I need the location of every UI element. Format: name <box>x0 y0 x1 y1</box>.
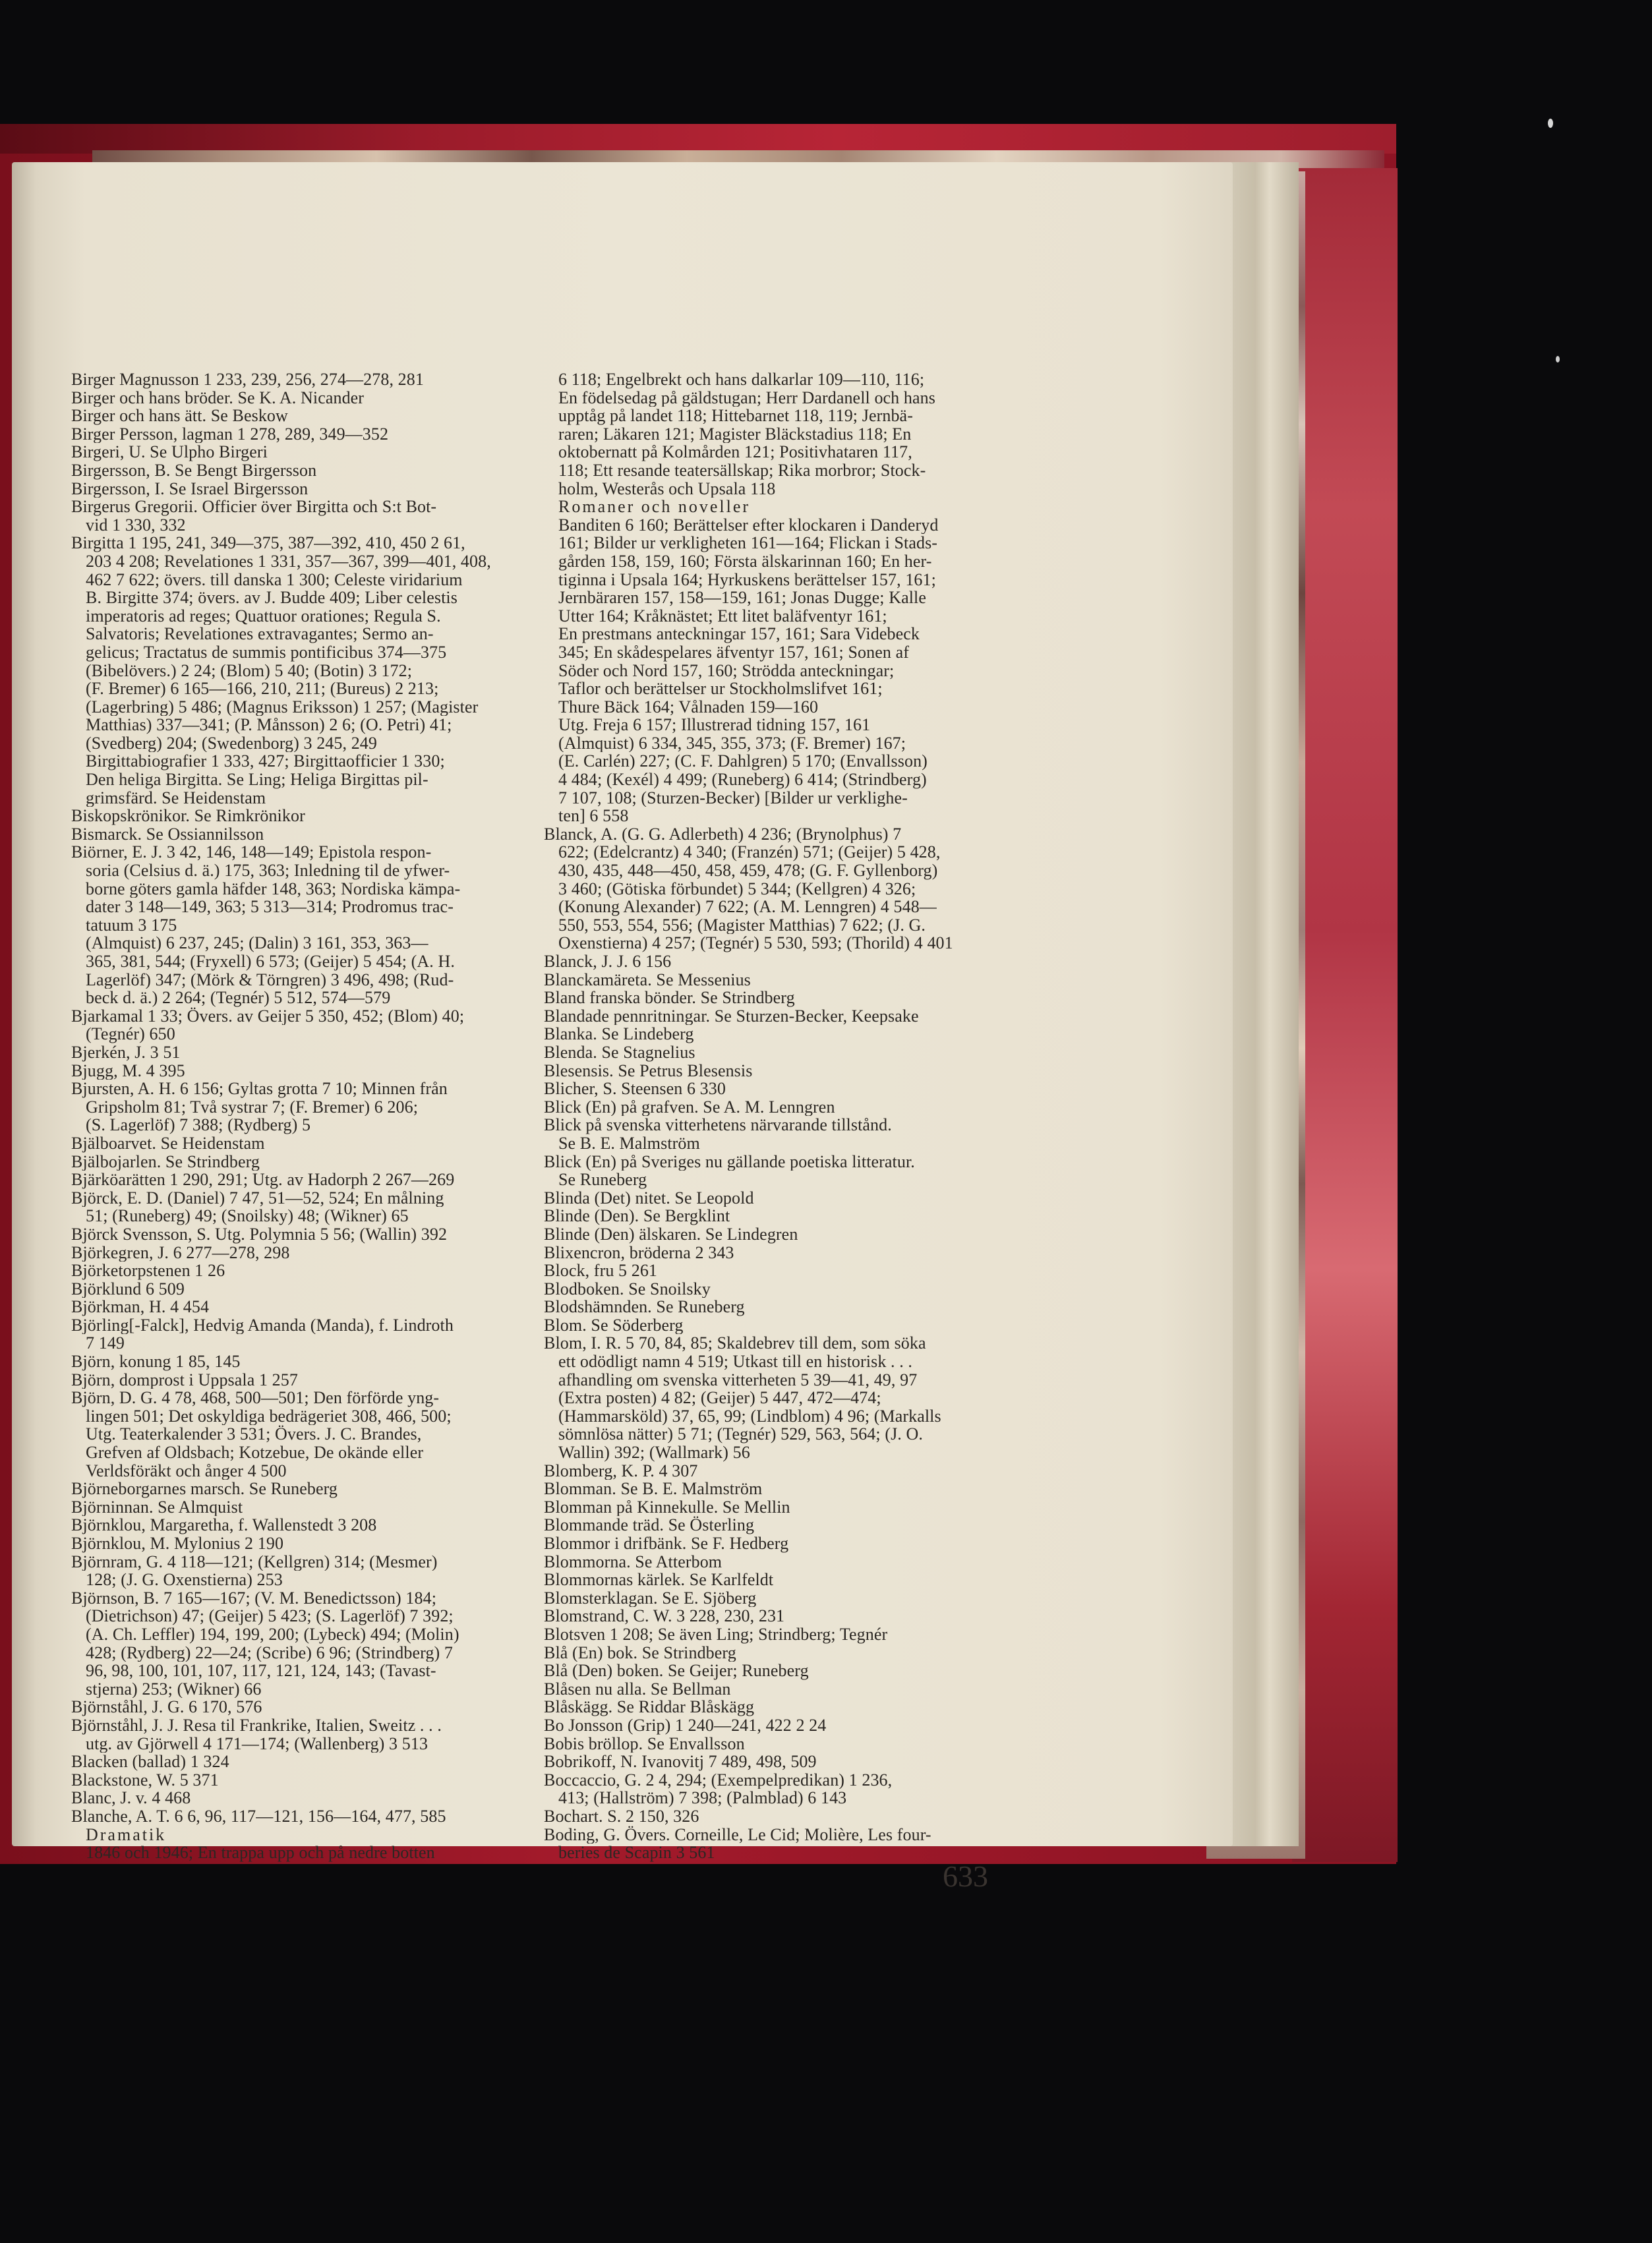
page-stack <box>1226 162 1299 1846</box>
index-entry-line: Birgitta 1 195, 241, 349—375, 387—392, 410, 450 2 61, <box>71 534 465 552</box>
index-entry-line: Blanka. Se Lindeberg <box>544 1025 694 1043</box>
index-entry-line: Romaner och noveller <box>558 498 751 516</box>
index-entry-line: Matthias) 337—341; (P. Månsson) 2 6; (O. Petri) 41; <box>86 716 452 734</box>
index-entry-line: B. Birgitte 374; övers. av J. Budde 409; Liber celestis <box>86 589 457 607</box>
index-entry-line: Thure Bäck 164; Vålnaden 159—160 <box>558 697 819 716</box>
index-entry-line: Bjälbojarlen. Se Strindberg <box>71 1152 260 1171</box>
index-entry-line: 430, 435, 448—450, 458, 459, 478; (G. F. Gyllenborg) <box>558 861 938 880</box>
page-number: 633 <box>943 1859 988 1893</box>
index-entry-line: Björnklou, Margaretha, f. Wallenstedt 3 208 <box>71 1516 377 1534</box>
index-entry-line: Bjärköarätten 1 290, 291; Utg. av Hadorph 2 267—269 <box>71 1171 455 1189</box>
index-entry-line: Björn, D. G. 4 78, 468, 500—501; Den förförde yng- <box>71 1389 440 1407</box>
index-entry-line: Salvatoris; Revelationes extravagantes; Sermo an- <box>86 625 434 643</box>
index-entry-line: holm, Westerås och Upsala 118 <box>558 479 776 498</box>
index-entry-line: vid 1 330, 332 <box>86 515 186 535</box>
index-entry-line: Utg. Freja 6 157; Illustrerad tidning 157, 161 <box>558 716 871 734</box>
index-entry-line: Birgeri, U. Se Ulpho Birgeri <box>71 443 268 461</box>
index-entry-line: 622; (Edelcrantz) 4 340; (Franzén) 571; (Geijer) 5 428, <box>558 843 941 862</box>
index-entry-line: Blommande träd. Se Österling <box>544 1516 755 1534</box>
index-entry-line: Blicher, S. Steensen 6 330 <box>544 1080 726 1098</box>
index-entry-line: Blomstrand, C. W. 3 228, 230, 231 <box>544 1607 785 1625</box>
index-entry-line: Blinda (Det) nitet. Se Leopold <box>544 1188 754 1208</box>
index-entry-line: Bjugg, M. 4 395 <box>71 1061 185 1080</box>
index-entry-line: Björck Svensson, S. Utg. Polymnia 5 56; (Wallin) 392 <box>71 1225 448 1244</box>
index-entry-line: beries de Scapin 3 561 <box>558 1844 715 1862</box>
index-entry-line: Birgersson, I. Se Israel Birgersson <box>71 479 309 498</box>
index-entry-line: sömnlösa nätter) 5 71; (Tegnér) 529, 563, 564; (J. O. <box>558 1425 923 1444</box>
dust-speck <box>1556 356 1560 363</box>
index-entry-line: Björnram, G. 4 118—121; (Kellgren) 314; (Mesmer) <box>71 1552 438 1571</box>
index-entry-line: Björn, domprost i Uppsala 1 257 <box>71 1370 298 1389</box>
index-entry-line: Björnståhl, J. G. 6 170, 576 <box>71 1698 262 1716</box>
index-entry-line: Wallin) 392; (Wallmark) 56 <box>558 1443 750 1462</box>
index-entry-line: Grefven af Oldsbach; Kotzebue, De okände eller <box>86 1443 424 1462</box>
index-entry-line: tiginna i Upsala 164; Hyrkuskens berättelser 157, 161; <box>558 570 936 589</box>
index-entry-line: Birgerus Gregorii. Officier över Birgitta och S:t Bot- <box>71 498 437 516</box>
index-entry-line: Se B. E. Malmström <box>558 1134 700 1153</box>
index-entry-line: (A. Ch. Leffler) 194, 199, 200; (Lybeck) 494; (Molin) <box>86 1625 459 1644</box>
index-entry-line: (Dietrichson) 47; (Geijer) 5 423; (S. Lagerlöf) 7 392; <box>86 1607 454 1625</box>
index-entry-line: 203 4 208; Revelationes 1 331, 357—367, 399—401, 408, <box>86 552 491 571</box>
index-entry-line: Bland franska bönder. Se Strindberg <box>544 989 795 1007</box>
index-entry-line: Taflor och berättelser ur Stockholmslifvet 161; <box>558 680 883 698</box>
index-entry-line: Blanckamäreta. Se Messenius <box>544 970 751 989</box>
index-entry-line: tatuum 3 175 <box>86 916 177 935</box>
dust-speck <box>1548 119 1553 128</box>
index-entry-line: (F. Bremer) 6 165—166, 210, 211; (Bureus) 2 213; <box>86 680 439 698</box>
index-entry-line: Blesensis. Se Petrus Blesensis <box>544 1061 753 1080</box>
index-entry-line: Blick (En) på Sveriges nu gällande poetiska litteratur. <box>544 1152 915 1171</box>
index-entry-line: lingen 501; Det oskyldiga bedrägeriet 308, 466, 500; <box>86 1407 452 1426</box>
index-entry-line: Blanc, J. v. 4 468 <box>71 1789 191 1807</box>
index-entry-line: Blommorna. Se Atterbom <box>544 1552 723 1571</box>
index-entry-line: Blixencron, bröderna 2 343 <box>544 1243 734 1262</box>
index-entry-line: Oxenstierna) 4 257; (Tegnér) 5 530, 593; (Thorild) 4 401 <box>558 934 953 952</box>
index-entry-line: Blick (En) på grafven. Se A. M. Lenngren <box>544 1097 835 1117</box>
index-entry-line: Blomman. Se B. E. Malmström <box>544 1480 763 1498</box>
index-entry-line: 3 460; (Götiska förbundet) 5 344; (Kellgren) 4 326; <box>558 879 916 898</box>
index-entry-line: Block, fru 5 261 <box>544 1262 658 1280</box>
index-entry-line: Björn, konung 1 85, 145 <box>71 1353 241 1371</box>
index-entry-line: (Hammarsköld) 37, 65, 99; (Lindblom) 4 96; (Markalls <box>558 1407 941 1426</box>
index-entry-line: borne göters gamla häfder 148, 363; Nordiska kämpa- <box>86 879 461 898</box>
index-entry-line: Utg. Teaterkalender 3 531; Övers. J. C. Brandes, <box>86 1425 422 1444</box>
book-top-binding <box>0 124 1396 154</box>
index-entry-line: Blandade pennritningar. Se Sturzen-Becker, Keepsake <box>544 1006 919 1026</box>
index-entry-line: 428; (Rydberg) 22—24; (Scribe) 6 96; (Strindberg) 7 <box>86 1643 453 1662</box>
index-entry-line: Blick på svenska vitterhetens närvarande tillstånd. <box>544 1116 892 1134</box>
index-entry-line: afhandling om svenska vitterheten 5 39—41, 49, 97 <box>558 1370 918 1389</box>
index-entry-line: Den heliga Birgitta. Se Ling; Heliga Birgittas pil- <box>86 771 428 789</box>
index-entry-line: Dramatik <box>86 1825 167 1844</box>
index-entry-line: 1846 och 1946; En trappa upp och på nedre botten <box>86 1844 435 1862</box>
index-entry-line: Lagerlöf) 347; (Mörk & Törngren) 3 496, 498; (Rud- <box>86 970 454 989</box>
index-entry-line: (Konung Alexander) 7 622; (A. M. Lenngren) 4 548— <box>558 898 937 916</box>
index-entry-line: 6 118; Engelbrekt och hans dalkarlar 109—110, 116; <box>558 370 925 389</box>
index-entry-line: (Extra posten) 4 82; (Geijer) 5 447, 472—474; <box>558 1389 881 1407</box>
index-entry-line: Blinde (Den) älskaren. Se Lindegren <box>544 1225 798 1244</box>
index-entry-line: Blanche, A. T. 6 6, 96, 117—121, 156—164, 477, 585 <box>71 1807 446 1826</box>
index-entry-line: Utter 164; Kråknästet; Ett litet baläfventyr 161; <box>558 606 887 626</box>
index-column-left <box>71 370 533 1862</box>
index-entry-line: Birger Magnusson 1 233, 239, 256, 274—278, 281 <box>71 370 424 389</box>
index-entry-line: 345; En skådespelares äfventyr 157, 161; Sonen af <box>558 643 909 662</box>
index-entry-line: stjerna) 253; (Wikner) 66 <box>86 1679 262 1699</box>
index-entry-line: Bjälboarvet. Se Heidenstam <box>71 1134 265 1153</box>
index-entry-line: grimsfärd. Se Heidenstam <box>86 788 266 807</box>
index-entry-line: Gripsholm 81; Två systrar 7; (F. Bremer) 6 206; <box>86 1097 419 1117</box>
index-entry-line: Blåskägg. Se Riddar Blåskägg <box>544 1698 755 1716</box>
index-entry-line: Biskopskrönikor. Se Rimkrönikor <box>71 807 305 825</box>
index-entry-line: Banditen 6 160; Berättelser efter klockaren i Danderyd <box>558 515 939 535</box>
index-entry-line: Birger Persson, lagman 1 278, 289, 349—352 <box>71 424 389 444</box>
index-entry-line: Björck, E. D. (Daniel) 7 47, 51—52, 524; En målning <box>71 1188 444 1208</box>
index-entry-line: Bobrikoff, N. Ivanovitj 7 489, 498, 509 <box>544 1753 817 1771</box>
index-entry-line: Björnståhl, J. J. Resa til Frankrike, Italien, Sweitz . . . <box>71 1716 442 1735</box>
index-entry-line: (Tegnér) 650 <box>86 1025 175 1043</box>
index-entry-line: Bjarkamal 1 33; Övers. av Geijer 5 350, 452; (Blom) 40; <box>71 1006 465 1026</box>
index-entry-line: Blå (Den) boken. Se Geijer; Runeberg <box>544 1662 809 1680</box>
index-entry-line: Bjursten, A. H. 6 156; Gyltas grotta 7 10; Minnen från <box>71 1080 448 1098</box>
index-entry-line: 7 149 <box>86 1334 125 1353</box>
index-entry-line: (S. Lagerlöf) 7 388; (Rydberg) 5 <box>86 1116 311 1134</box>
index-entry-line: Björkegren, J. 6 277—278, 298 <box>71 1243 290 1262</box>
index-entry-line: 462 7 622; övers. till danska 1 300; Celeste viridarium <box>86 570 463 589</box>
index-entry-line: Biörner, E. J. 3 42, 146, 148—149; Epistola respon- <box>71 843 432 862</box>
index-entry-line: En prestmans anteckningar 157, 161; Sara Videbeck <box>558 625 920 643</box>
index-entry-line: gården 158, 159, 160; Första älskarinnan 160; En her- <box>558 552 932 571</box>
index-entry-line: gelicus; Tractatus de summis pontificibus 374—375 <box>86 643 447 662</box>
index-entry-line: Bjerkén, J. 3 51 <box>71 1043 181 1062</box>
index-entry-line: Björling[-Falck], Hedvig Amanda (Manda), f. Lindroth <box>71 1316 454 1335</box>
index-entry-line: Verldsföräkt och ånger 4 500 <box>86 1461 287 1480</box>
index-entry-line: Blåsen nu alla. Se Bellman <box>544 1679 731 1699</box>
index-entry-line: Björninnan. Se Almquist <box>71 1498 243 1517</box>
index-entry-line: (Almquist) 6 334, 345, 355, 373; (F. Bremer) 167; <box>558 734 906 753</box>
index-entry-line: 365, 381, 544; (Fryxell) 6 573; (Geijer) 5 454; (A. H. <box>86 952 455 971</box>
index-entry-line: Boccaccio, G. 2 4, 294; (Exempelpredikan) 1 236, <box>544 1770 893 1790</box>
index-entry-line: Birgittabiografier 1 333, 427; Birgittaofficier 1 330; <box>86 752 445 771</box>
index-entry-line: utg. av Gjörwell 4 171—174; (Wallenberg) 3 513 <box>86 1734 428 1753</box>
index-entry-line: (E. Carlén) 227; (C. F. Dahlgren) 5 170; (Envallsson) <box>558 752 928 771</box>
index-entry-line: beck d. ä.) 2 264; (Tegnér) 5 512, 574—579 <box>86 989 391 1007</box>
index-entry-line: Birger och hans ätt. Se Beskow <box>71 407 288 425</box>
index-entry-line: En födelsedag på gäldstugan; Herr Dardanell och hans <box>558 388 935 407</box>
index-entry-line: Blotsven 1 208; Se även Ling; Strindberg; Tegnér <box>544 1625 888 1644</box>
index-entry-line: ten] 6 558 <box>558 807 629 825</box>
index-entry-line: Björklund 6 509 <box>71 1279 185 1298</box>
index-entry-line: (Almquist) 6 237, 245; (Dalin) 3 161, 353, 363— <box>86 934 428 952</box>
index-entry-line: (Bibelövers.) 2 24; (Blom) 5 40; (Botin) 3 172; <box>86 661 413 680</box>
index-entry-line: Blomsterklagan. Se E. Sjöberg <box>544 1588 757 1608</box>
index-entry-line: Bismarck. Se Ossiannilsson <box>71 825 264 844</box>
index-entry-line: 7 107, 108; (Sturzen-Becker) [Bilder ur verklighe- <box>558 788 908 807</box>
index-entry-line: Bochart. S. 2 150, 326 <box>544 1807 699 1826</box>
index-entry-line: soria (Celsius d. ä.) 175, 363; Inledning til de yfwer- <box>86 861 450 880</box>
index-entry-line: Blanck, J. J. 6 156 <box>544 952 672 971</box>
index-entry-line: Blacken (ballad) 1 324 <box>71 1753 229 1771</box>
index-entry-line: Blomman på Kinnekulle. Se Mellin <box>544 1498 790 1517</box>
index-entry-line: 4 484; (Kexél) 4 499; (Runeberg) 6 414; (Strindberg) <box>558 771 927 789</box>
index-entry-line: oktobernatt på Kolmården 121; Positivhataren 117, <box>558 443 912 461</box>
index-entry-line: Bo Jonsson (Grip) 1 240—241, 422 2 24 <box>544 1716 827 1735</box>
index-entry-line: 550, 553, 554, 556; (Magister Matthias) 7 622; (J. G. <box>558 916 926 935</box>
index-entry-line: Birger och hans bröder. Se K. A. Nicander <box>71 388 365 407</box>
index-entry-line: Björneborgarnes marsch. Se Runeberg <box>71 1480 338 1498</box>
index-column-right <box>544 370 999 1862</box>
index-entry-line: Blommornas kärlek. Se Karlfeldt <box>544 1571 774 1589</box>
index-entry-line: Björnson, B. 7 165—167; (V. M. Benedictsson) 184; <box>71 1588 437 1608</box>
index-entry-line: (Svedberg) 204; (Swedenborg) 3 245, 249 <box>86 734 377 753</box>
index-entry-line: 128; (J. G. Oxenstierna) 253 <box>86 1571 283 1589</box>
index-entry-line: Boding, G. Övers. Corneille, Le Cid; Molière, Les four- <box>544 1825 931 1844</box>
index-entry-line: 161; Bilder ur verkligheten 161—164; Flickan i Stads- <box>558 534 938 552</box>
index-entry-line: (Lagerbring) 5 486; (Magnus Eriksson) 1 257; (Magister <box>86 697 479 716</box>
index-entry-line: Jernbäraren 157, 158—159, 161; Jonas Dugge; Kalle <box>558 589 926 607</box>
index-entry-line: 413; (Hallström) 7 398; (Palmblad) 6 143 <box>558 1789 847 1807</box>
index-entry-line: 51; (Runeberg) 49; (Snoilsky) 48; (Wikner) 65 <box>86 1207 409 1225</box>
index-entry-line: Björnklou, M. Mylonius 2 190 <box>71 1534 284 1553</box>
book-cover-edge <box>1292 168 1398 1862</box>
index-entry-line: Blommor i drifbänk. Se F. Hedberg <box>544 1534 789 1553</box>
index-entry-line: Björketorpstenen 1 26 <box>71 1262 225 1280</box>
index-entry-line: Blå (En) bok. Se Strindberg <box>544 1643 736 1662</box>
index-entry-line: Se Runeberg <box>558 1171 647 1189</box>
index-entry-line: Blenda. Se Stagnelius <box>544 1043 695 1062</box>
index-entry-line: ett odödligt namn 4 519; Utkast till en historisk . . . <box>558 1353 913 1371</box>
index-entry-line: Söder och Nord 157, 160; Strödda anteckningar; <box>558 661 895 680</box>
index-entry-line: upptåg på landet 118; Hittebarnet 118, 119; Jernbä- <box>558 407 913 425</box>
index-entry-line: Bobis bröllop. Se Envallsson <box>544 1734 745 1753</box>
index-entry-line: Blinde (Den). Se Bergklint <box>544 1207 730 1225</box>
index-entry-line: 118; Ett resande teatersällskap; Rika morbror; Stock- <box>558 461 926 480</box>
index-entry-line: Blom. Se Söderberg <box>544 1316 684 1335</box>
index-entry-line: Blodshämnden. Se Runeberg <box>544 1298 745 1316</box>
index-entry-line: imperatoris ad reges; Quattuor orationes; Regula S. <box>86 606 441 626</box>
index-entry-line: Blanck, A. (G. G. Adlerbeth) 4 236; (Brynolphus) 7 <box>544 825 902 844</box>
index-entry-line: Blom, I. R. 5 70, 84, 85; Skaldebrev till dem, som söka <box>544 1334 926 1353</box>
index-entry-line: Blackstone, W. 5 371 <box>71 1770 219 1790</box>
index-entry-line: Blodboken. Se Snoilsky <box>544 1279 711 1298</box>
index-entry-line: raren; Läkaren 121; Magister Bläckstadius 118; En <box>558 424 912 444</box>
index-entry-line: Björkman, H. 4 454 <box>71 1298 210 1316</box>
index-entry-line: 96, 98, 100, 101, 107, 117, 121, 124, 143; (Tavast- <box>86 1662 436 1680</box>
index-entry-line: Birgersson, B. Se Bengt Birgersson <box>71 461 317 480</box>
index-entry-line: dater 3 148—149, 363; 5 313—314; Prodromus trac- <box>86 898 454 916</box>
index-entry-line: Blomberg, K. P. 4 307 <box>544 1461 698 1480</box>
